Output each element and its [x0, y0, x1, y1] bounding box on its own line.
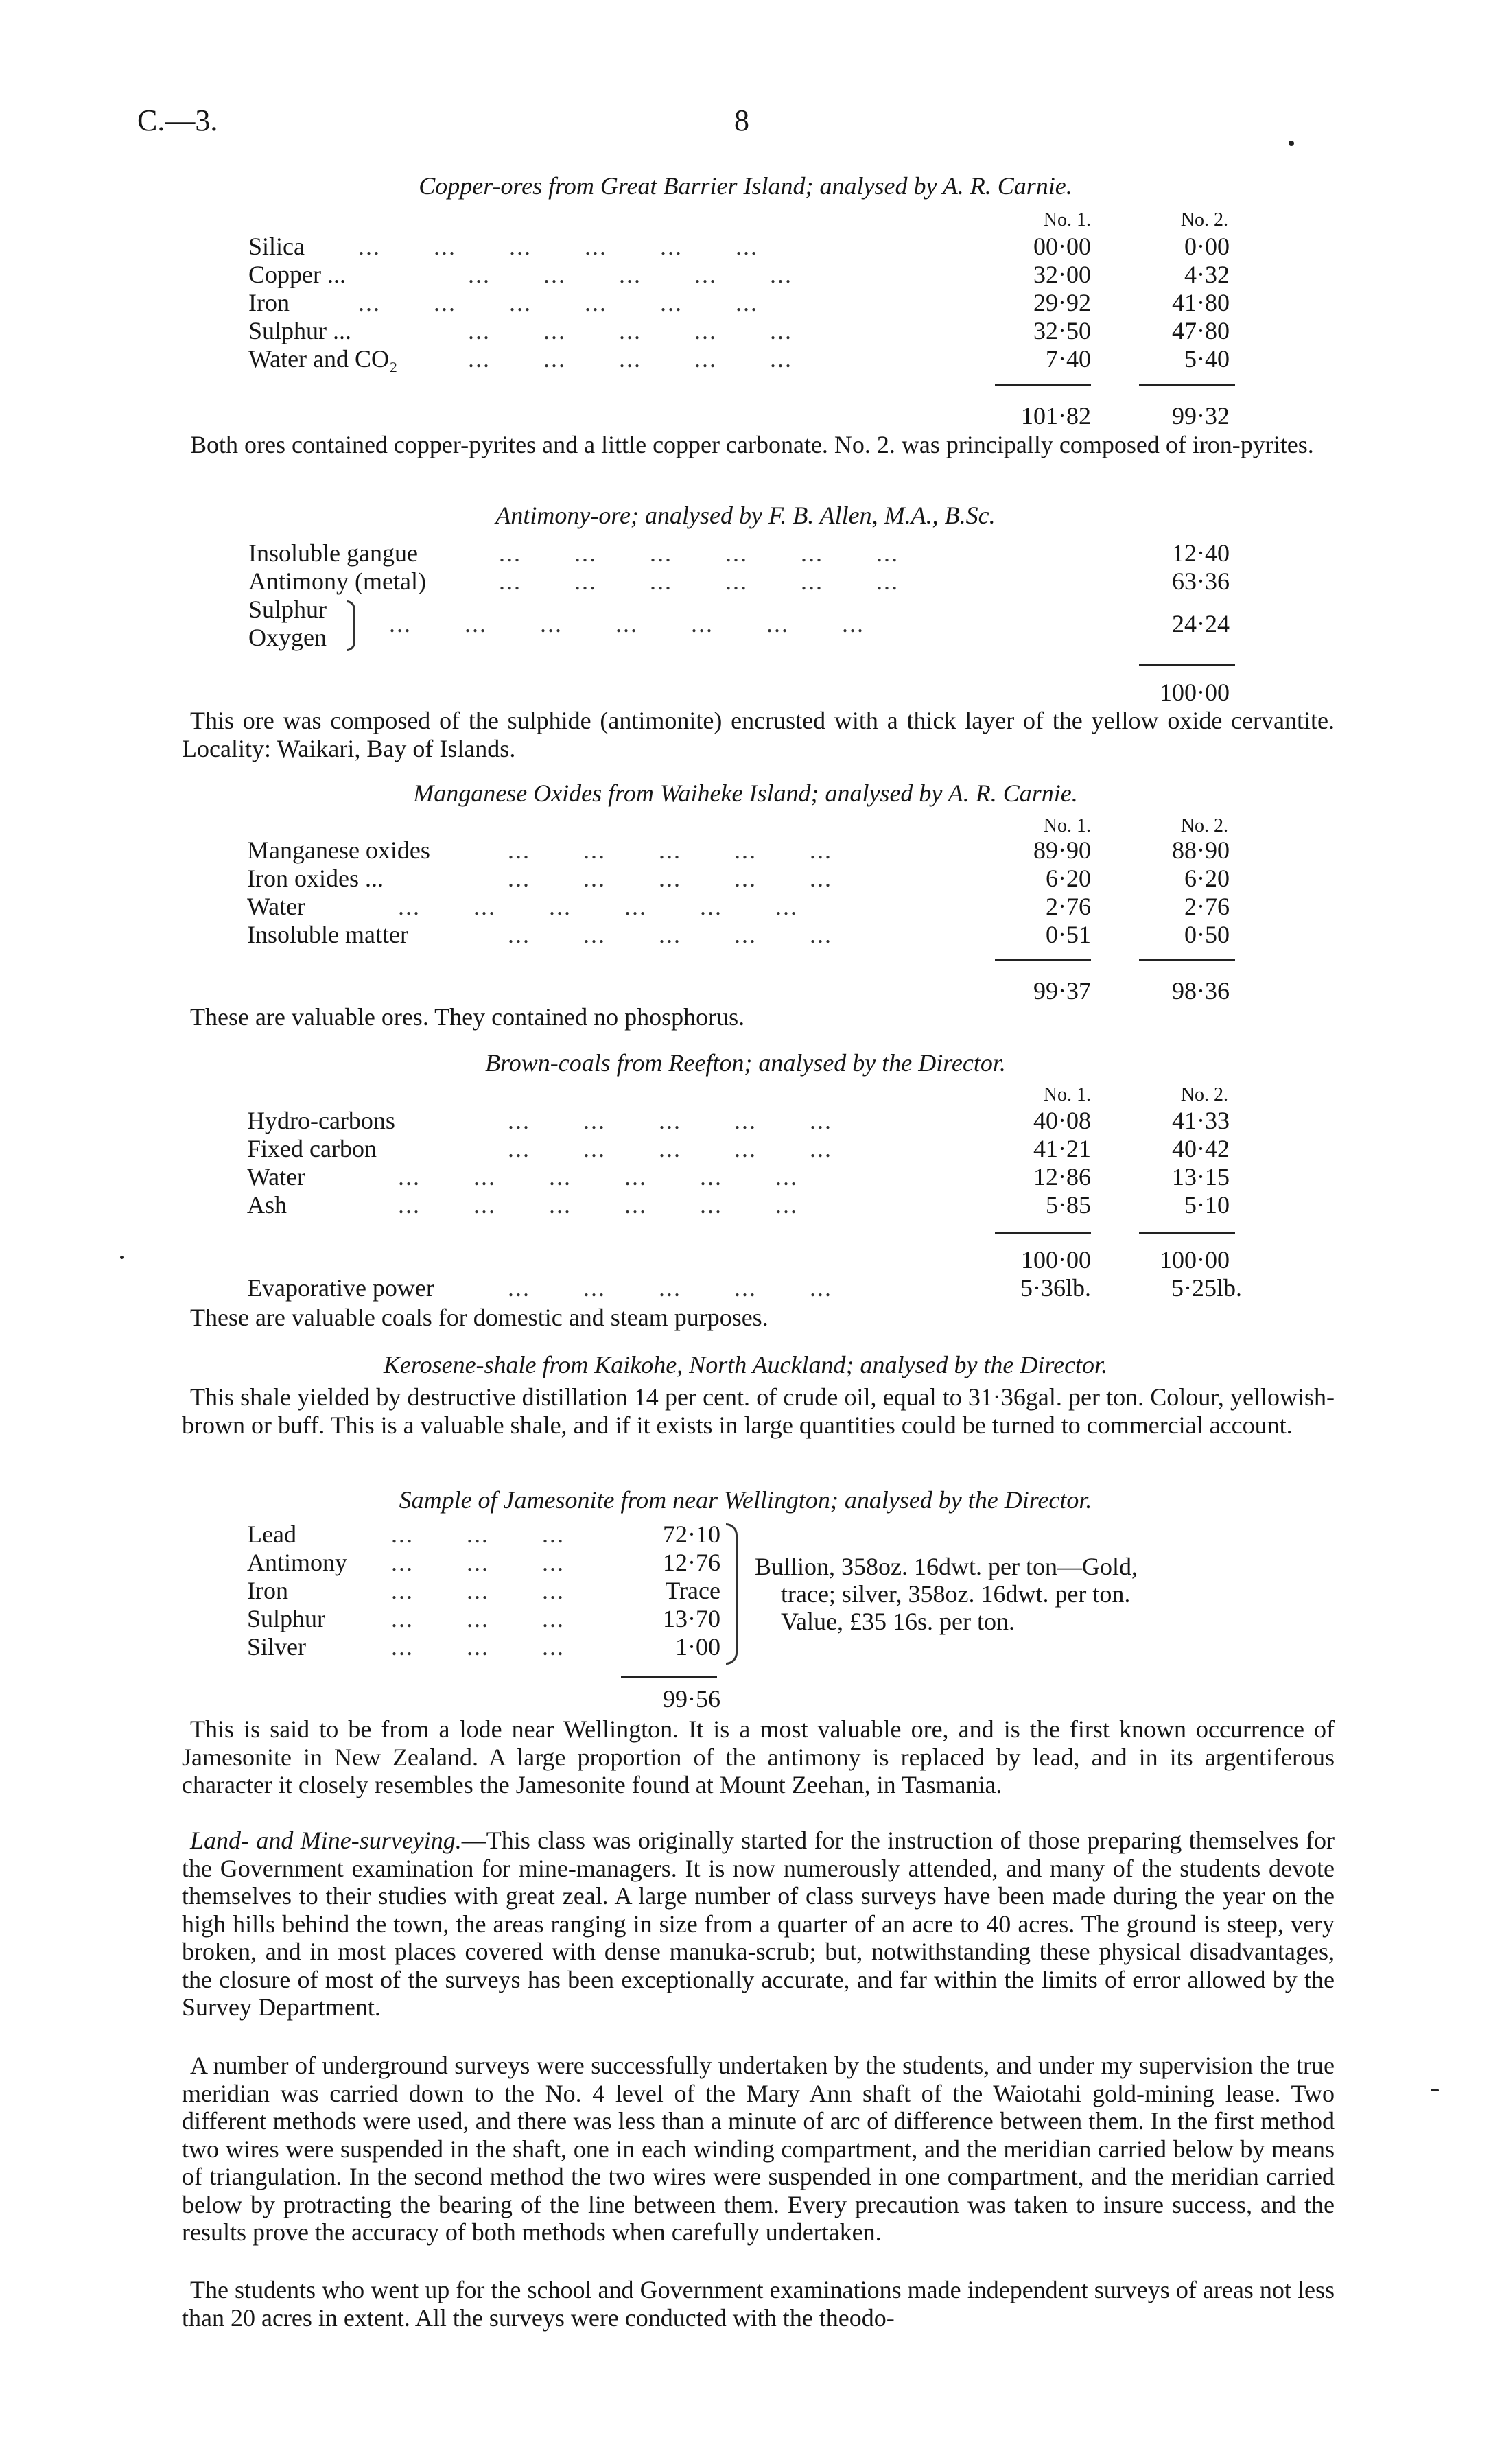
- jamesonite-row: Antimony ... ... ... 12·76: [247, 1549, 720, 1576]
- page-number: 8: [734, 104, 749, 137]
- jamesonite-note: This is said to be from a lode near Wellington. It is a most valuable ore, and is the first known occurrence of Jamesonite in New Zealand. A large proportion of the antimony is replaced by lead, and in its argentiferous character it closely resembles the Jamesonite found at Mount Zeehan, in Tasmania.: [182, 1715, 1335, 1798]
- manganese-row: Insoluble matter ... ... ... ... ... 0·51 0·50: [247, 921, 1230, 948]
- brown-coal-row: Water ... ... ... ... ... ... 12·86 13·15: [247, 1163, 1230, 1190]
- manganese-col2: No. 2.: [1180, 815, 1228, 836]
- brown-coal-total-row: 100·00 100·00: [1021, 1246, 1230, 1274]
- jamesonite-row: Lead ... ... ... 72·10: [247, 1521, 720, 1548]
- jamesonite-side-line: Value, £35 16s. per ton.: [781, 1608, 1015, 1635]
- antimony-so-row: ... ... ... ... ... ... ... 24·24: [389, 610, 1230, 637]
- copper-rule-2: [1139, 384, 1235, 386]
- antimony-row: Insoluble gangue ... ... ... ... ... ... 12·40: [248, 539, 1230, 567]
- copper-row: Copper ... ... ... ... ... ... 32·00 4·32: [248, 261, 1230, 288]
- copper-rule-1: [995, 384, 1091, 386]
- manganese-col1: No. 1.: [1043, 815, 1091, 836]
- surveying-paragraph-1: Land- and Mine-surveying.—This class was originally started for the instruction of those preparing themselves for the Government examination for mine-managers. It is now numerously attended, and many of the students devote themselves to their studies with great zeal. A large number of class surveys have been made during the year on the high hills behind the town, the areas ranging in size from a quarter of an acre to 40 acres. The ground is steep, very broken, and in most places covered with dense manuka-scrub; but, notwithstanding these physical disadvantages, the closure of most of the surveys has been exceptionally accurate, and far within the limits of error allowed by the Survey Department.: [182, 1827, 1335, 2021]
- brown-coal-rule-1: [995, 1232, 1091, 1234]
- copper-total-row: 101·82 99·32: [1021, 402, 1230, 430]
- jamesonite-row: Iron ... ... ... Trace: [247, 1577, 720, 1604]
- jamesonite-title: Sample of Jamesonite from near Wellington; analysed by the Director.: [399, 1486, 1092, 1514]
- surveying-paragraph-3: The students who went up for the school and Government examinations made independent surveys of areas not less than 20 acres in extent. All the surveys were conducted with the theodo-: [182, 2276, 1335, 2332]
- surveying-heading: Land- and Mine-surveying.: [190, 1827, 462, 1854]
- jamesonite-rule: [621, 1676, 717, 1678]
- surveying-paragraph-2: A number of underground surveys were successfully undertaken by the students, and under my supervision the true meridian was carried down to the No. 4 level of the Mary Ann shaft of the Waiotahi gold-mining lease. Two different methods were used, and there was less than a minute of arc of difference between them. In the first method two wires were suspended in the shaft, one in each winding compartment, and the meridian carried below by means of triangulation. In the second method the two wires were suspended in one compartment, and the meridian carried below by protracting the bearing of the line between them. Every precaution was taken to insure success, and the results prove the accuracy of both methods when carefully undertaken.: [182, 2052, 1335, 2246]
- brown-coal-col1: No. 1.: [1043, 1084, 1091, 1105]
- antimony-title: Antimony-ore; analysed by F. B. Allen, M.A., B.Sc.: [495, 502, 996, 529]
- copper-col2: No. 2.: [1180, 209, 1228, 231]
- manganese-row: Iron oxides ... ... ... ... ... ... 6·20 6·20: [247, 865, 1230, 892]
- manganese-title: Manganese Oxides from Waiheke Island; analysed by A. R. Carnie.: [413, 779, 1078, 807]
- copper-row: Water and CO₂ ... ... ... ... ... 7·40 5·40: [248, 345, 1230, 373]
- evaporative-power-row: Evaporative power ... ... ... ... ... 5·36lb. 5·25lb.: [247, 1274, 1242, 1302]
- jamesonite-side-line: Bullion, 358oz. 16dwt. per ton—Gold,: [755, 1553, 1138, 1580]
- antimony-row: Antimony (metal) ... ... ... ... ... ... 63·36: [248, 567, 1230, 595]
- copper-row: Sulphur ... ... ... ... ... ... 32·50 47·80: [248, 317, 1230, 344]
- brown-coal-note: These are valuable coals for domestic and steam purposes.: [190, 1304, 768, 1331]
- jamesonite-total-row: 99·56: [663, 1685, 720, 1713]
- brown-coal-row: Hydro-carbons ... ... ... ... ... 40·08 41·33: [247, 1107, 1230, 1134]
- antimony-rule: [1139, 664, 1235, 666]
- jamesonite-brace: [726, 1523, 738, 1665]
- brown-coal-row: Fixed carbon ... ... ... ... ... 41·21 40·42: [247, 1135, 1230, 1162]
- copper-title: Copper-ores from Great Barrier Island; analysed by A. R. Carnie.: [419, 172, 1072, 200]
- antimony-sulphur-label: Sulphur: [248, 596, 327, 623]
- document-code: C.—3.: [137, 104, 218, 137]
- manganese-note: These are valuable ores. They contained no phosphorus.: [190, 1003, 745, 1031]
- antimony-note: This ore was composed of the sulphide (antimonite) encrusted with a thick layer of the yellow oxide cervantite. Locality: Waikari, Bay of Islands.: [182, 707, 1335, 762]
- antimony-oxygen-label: Oxygen: [248, 624, 327, 651]
- brown-coal-col2: No. 2.: [1180, 1084, 1228, 1105]
- manganese-total-row: 99·37 98·36: [1033, 977, 1230, 1005]
- jamesonite-row: Silver ... ... ... 1·00: [247, 1633, 720, 1661]
- ink-dot: [120, 1256, 124, 1259]
- ink-dot: [1431, 2089, 1439, 2091]
- antimony-total-row: 100·00: [1160, 679, 1230, 706]
- ink-dot: [1289, 141, 1294, 146]
- brown-coal-rule-2: [1139, 1232, 1235, 1234]
- copper-row: Silica ... ... ... ... ... ... 00·00 0·00: [248, 233, 1230, 260]
- manganese-rule-2: [1139, 959, 1235, 961]
- jamesonite-row: Sulphur ... ... ... 13·70: [247, 1605, 720, 1632]
- copper-col1: No. 1.: [1043, 209, 1091, 231]
- manganese-rule-1: [995, 959, 1091, 961]
- copper-note: Both ores contained copper-pyrites and a little copper carbonate. No. 2. was principally composed of iron-pyrites.: [190, 431, 1314, 458]
- copper-row: Iron ... ... ... ... ... ... 29·92 41·80: [248, 289, 1230, 316]
- jamesonite-side-line: trace; silver, 358oz. 16dwt. per ton.: [781, 1580, 1131, 1608]
- kerosene-text: This shale yielded by destructive distillation 14 per cent. of crude oil, equal to 31·36gal. per ton. Colour, yellowish-brown or buff. This is a valuable shale, and if it exists in large quantities could be turned to commercial account.: [182, 1383, 1335, 1439]
- brown-coal-title: Brown-coals from Reefton; analysed by the Director.: [485, 1049, 1006, 1077]
- manganese-row: Water ... ... ... ... ... ... 2·76 2·76: [247, 893, 1230, 920]
- manganese-row: Manganese oxides ... ... ... ... ... 89·90 88·90: [247, 836, 1230, 864]
- brown-coal-row: Ash ... ... ... ... ... ... 5·85 5·10: [247, 1191, 1230, 1219]
- kerosene-title: Kerosene-shale from Kaikohe, North Auckland; analysed by the Director.: [383, 1351, 1108, 1378]
